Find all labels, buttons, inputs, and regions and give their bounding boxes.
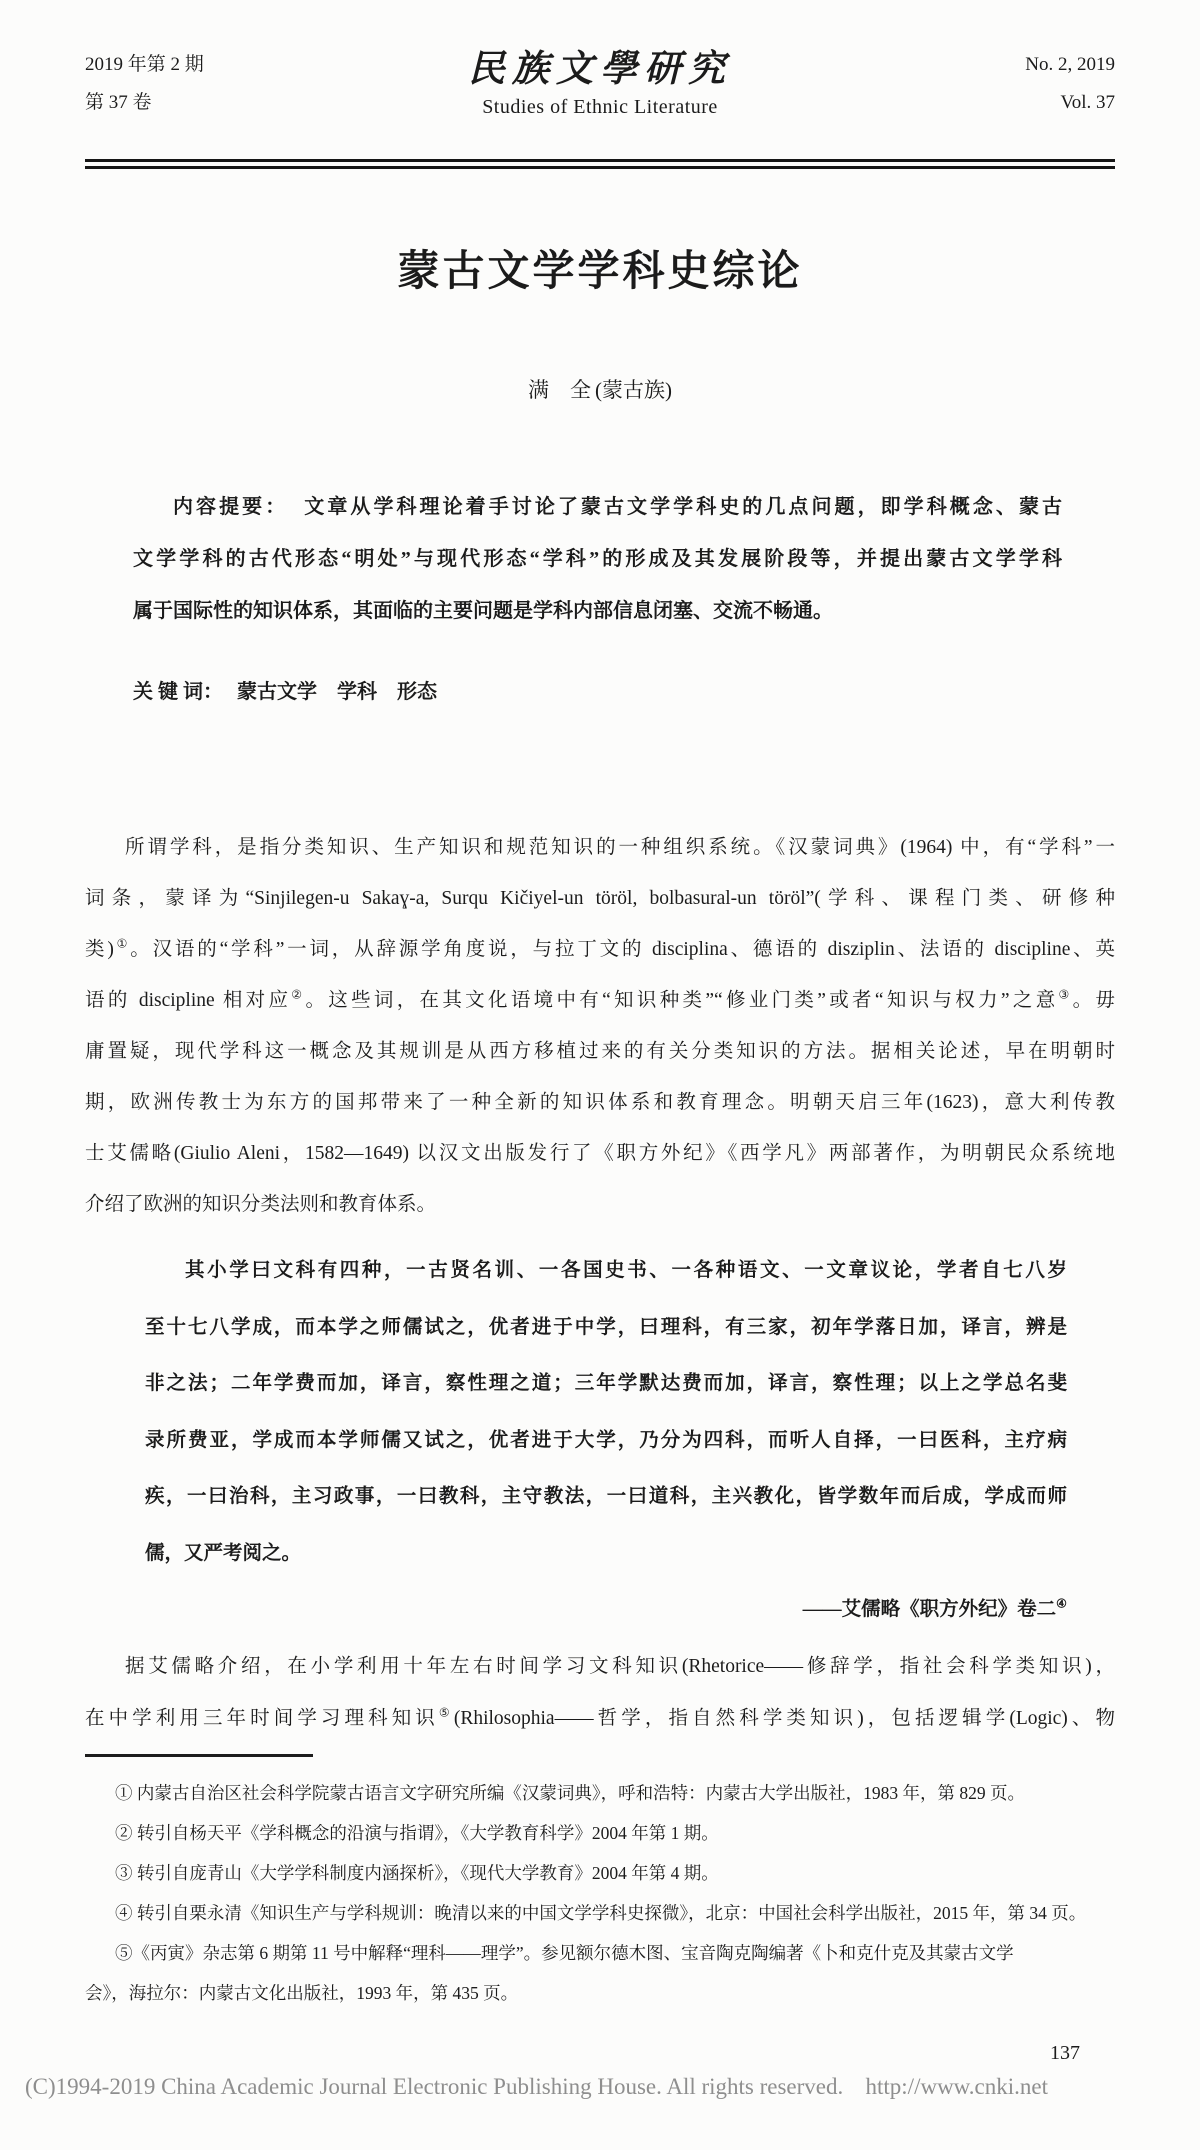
- footnote-line: ② 转引自杨天平《学科概念的沿演与指谓》，《大学教育科学》2004 年第 1 期。: [115, 1823, 719, 1843]
- header-divider-rule: [85, 159, 1115, 169]
- quote-line: 录所费亚，学成而本学师儒又试之，优者进于大学，乃分为四科，而听人自择，一曰医科，主疗病: [145, 1429, 1067, 1451]
- author-line: [0, 374, 1200, 404]
- keywords-line: [133, 666, 1062, 718]
- footnote-line: ④ 转引自栗永清《知识生产与学科规训：晚清以来的中国文学学科史探微》，北京：中国社会科学出版社，2015 年，第 34 页。: [115, 1903, 1087, 1923]
- text-line: 所谓学科，是指分类知识、生产知识和规范知识的一种组织系统。《汉蒙词典》(1964) 中，有“学科”一: [125, 837, 1115, 858]
- block-quote: [145, 1243, 1067, 1582]
- text-line: 词条，蒙译为“Sinjilegen-u Sakaɣ-a, Surqu Kičiyel-un töröl, bolbasural-un töröl”(学科、课程门类、研修种: [85, 888, 1115, 909]
- quote-attribution: ——艾儒略《职方外纪》卷二④: [802, 1596, 1067, 1620]
- text-line: 类)①。汉语的“学科”一词，从辞源学角度说，与拉丁文的 disciplina、德语的 disziplin、法语的 discipline、英: [85, 936, 1115, 960]
- masthead: [85, 46, 1115, 124]
- volume-label-cn: 第 37 卷: [85, 92, 152, 113]
- journal-title-calligraphy: 民族文學研究: [468, 46, 732, 90]
- body-paragraph-2: [85, 1641, 1115, 1745]
- text-line: 士艾儒略(Giulio Aleni，1582—1649) 以汉文出版发行了《职方外纪》《西学凡》两部著作，为明朝民众系统地: [85, 1143, 1115, 1164]
- volume-label-en: Vol. 37: [1060, 92, 1115, 113]
- footnote-line: 会》，海拉尔：内蒙古文化出版社，1993 年，第 435 页。: [85, 1983, 519, 2003]
- footnotes-block: [85, 1773, 1122, 2013]
- copyright-text: (C)1994-2019 China Academic Journal Electronic Publishing House. All rights reserved.: [25, 2074, 844, 2099]
- quote-line: 非之法；二年学费而加，译言，察性理之道；三年学默达费而加，译言，察性理；以上之学总名斐: [145, 1373, 1067, 1394]
- scan-footer: [25, 2074, 1048, 2100]
- footnote-separator-rule: [85, 1754, 313, 1757]
- abstract-block: [133, 481, 1062, 637]
- text-line: 庸置疑，现代学科这一概念及其规训是从西方移植过来的有关分类知识的方法。据相关论述，早在明朝时: [85, 1041, 1115, 1062]
- masthead-center: [305, 46, 895, 124]
- text-line: 语的 discipline 相对应②。这些词，在其文化语境中有“知识种类”“修业门类”或者“知识与权力”之意③。毋: [85, 987, 1115, 1011]
- abstract-line: 文学学科的古代形态“明处”与现代形态“学科”的形成及其发展阶段等，并提出蒙古文学学科: [133, 548, 1062, 570]
- text-line: 期，欧洲传教士为东方的国邦带来了一种全新的知识体系和教育理念。明朝天启三年(1623)，意大利传教: [85, 1092, 1115, 1113]
- text-line: 据艾儒略介绍，在小学利用十年左右时间学习文科知识(Rhetorice——修辞学，指社会科学类知识)，: [125, 1656, 1115, 1677]
- body-paragraph-1: [85, 822, 1115, 1230]
- footnote-line: ⑤《丙寅》杂志第 6 期第 11 号中解释“理科——理学”。参见额尔德木图、宝音陶克陶编著《卜和克什克及其蒙古文学: [115, 1943, 1014, 1963]
- text-line: 介绍了欧洲的知识分类法则和教育体系。: [85, 1194, 437, 1215]
- cnki-url[interactable]: http://www.cnki.net: [865, 2074, 1048, 2099]
- author-name: 满 全: [528, 378, 591, 402]
- issue-label-en: No. 2, 2019: [1025, 54, 1115, 75]
- page-number: 137: [1050, 2042, 1080, 2064]
- masthead-right: [895, 46, 1115, 122]
- quote-line: 至十七八学成，而本学之师儒试之，优者进于中学，曰理科，有三家，初年学落日加，译言，辨是: [145, 1316, 1067, 1338]
- footnote-line: ③ 转引自庞青山《大学学科制度内涵探析》，《现代大学教育》2004 年第 4 期。: [115, 1863, 719, 1883]
- keywords-text: 蒙古文学 学科 形态: [237, 681, 437, 703]
- text-line: 在中学利用三年时间学习理科知识⑤(Rhilosophia——哲学，指自然科学类知识)，包括逻辑学(Logic)、物: [85, 1705, 1115, 1729]
- article-title: 蒙古文学学科史综论: [397, 247, 803, 294]
- journal-title-english: Studies of Ethnic Literature: [482, 96, 718, 118]
- abstract-text: 文章从学科理论着手讨论了蒙古文学学科史的几点问题，即学科概念、蒙古: [304, 496, 1063, 518]
- author-ethnicity: (蒙古族): [595, 378, 672, 402]
- masthead-left: [85, 46, 305, 122]
- abstract-label: 内容提要：: [173, 496, 289, 518]
- footnote-line: ① 内蒙古自治区社会科学院蒙古语言文字研究所编《汉蒙词典》，呼和浩特：内蒙古大学出版社，1983 年，第 829 页。: [115, 1783, 1025, 1803]
- abstract-line: [133, 481, 1062, 533]
- quote-line: 其小学曰文科有四种，一古贤名训、一各国史书、一各种语文、一文章议论，学者自七八岁: [185, 1260, 1067, 1281]
- issue-label-cn: 2019 年第 2 期: [85, 54, 204, 75]
- quote-line: 疾，一曰治科，主习政事，一曰教科，主守教法，一曰道科，主兴教化，皆学数年而后成，学成而师: [145, 1486, 1067, 1507]
- keywords-label: 关 键 词：: [133, 681, 223, 703]
- quote-line: 儒，又严考阅之。: [145, 1542, 302, 1564]
- abstract-line: 属于国际性的知识体系，其面临的主要问题是学科内部信息闭塞、交流不畅通。: [133, 600, 833, 622]
